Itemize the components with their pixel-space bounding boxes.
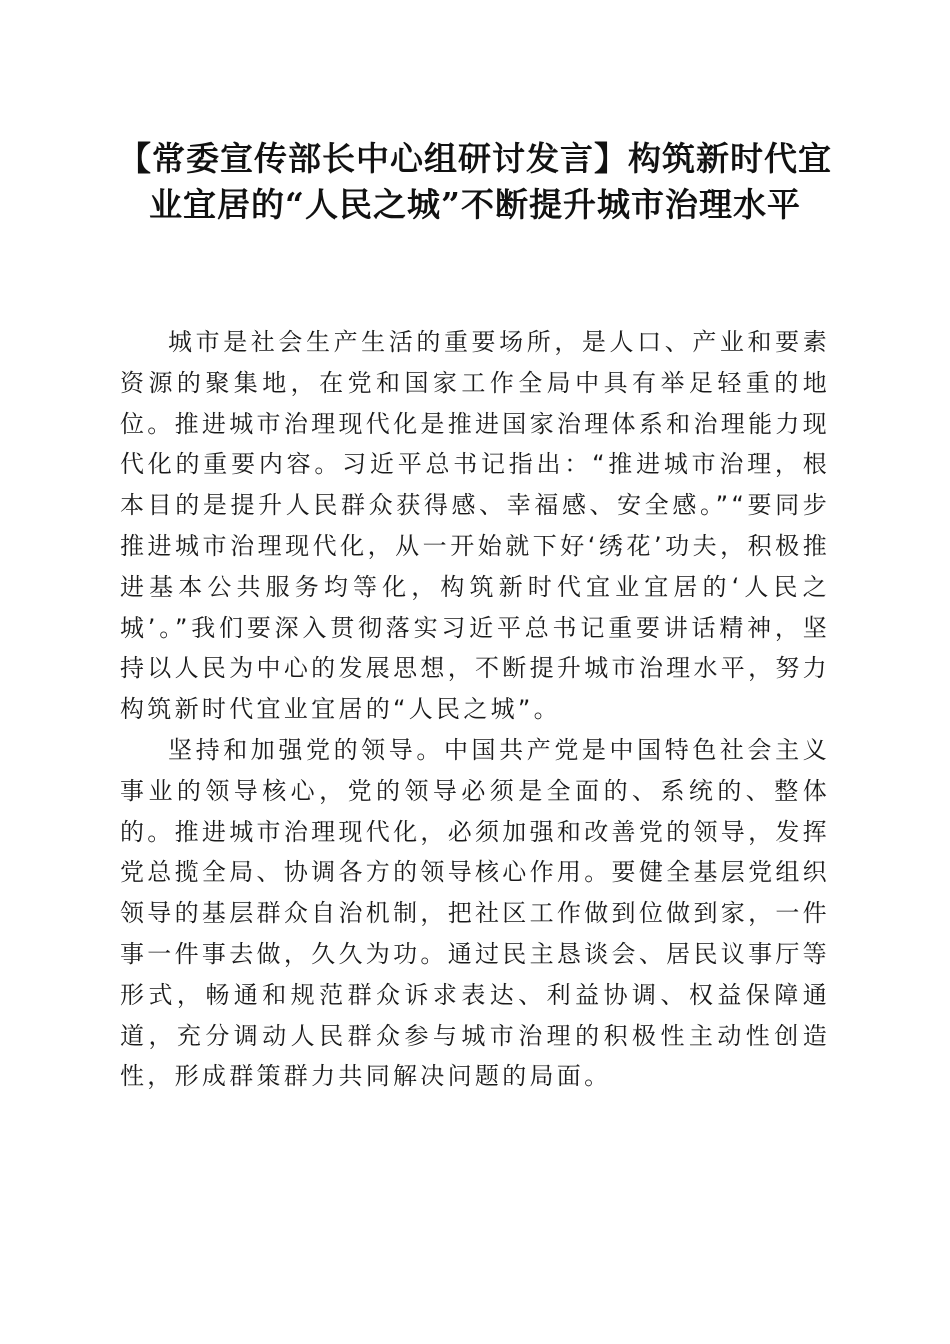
paragraph-1: 城市是社会生产生活的重要场所，是人口、产业和要素资源的聚集地，在党和国家工作全局中具有举足轻重的地位。推进城市治理现代化是推进国家治理体系和治理能力现代化的重要内容。习近平总书记指出：“推进城市治理，根本目的是提升人民群众获得感、幸福感、安全感。”“要同步推进城市治理现代化，从一开始就下好‘绣花’功夫，积极推进基本公共服务均等化，构筑新时代宜业宜居的‘人民之城’。”我们要深入贯彻落实习近平总书记重要讲话精神，坚持以人民为中心的发展思想，不断提升城市治理水平，努力构筑新时代宜业宜居的“人民之城”。 <box>120 328 830 724</box>
document-body <box>120 322 830 1097</box>
paragraph-2: 坚持和加强党的领导。中国共产党是中国特色社会主义事业的领导核心，党的领导必须是全面的、系统的、整体的。推进城市治理现代化，必须加强和改善党的领导，发挥党总揽全局、协调各方的领导核心作用。要健全基层党组织领导的基层群众自治机制，把社区工作做到位做到家，一件事一件事去做，久久为功。通过民主恳谈会、居民议事厅等形式，畅通和规范群众诉求表达、利益协调、权益保障通道，充分调动人民群众参与城市治理的积极性主动性创造性，形成群策群力共同解决问题的局面。 <box>120 735 830 1091</box>
document-title: 【常委宣传部长中心组研讨发言】构筑新时代宜业宜居的“人民之城”不断提升城市治理水平 <box>118 139 832 224</box>
